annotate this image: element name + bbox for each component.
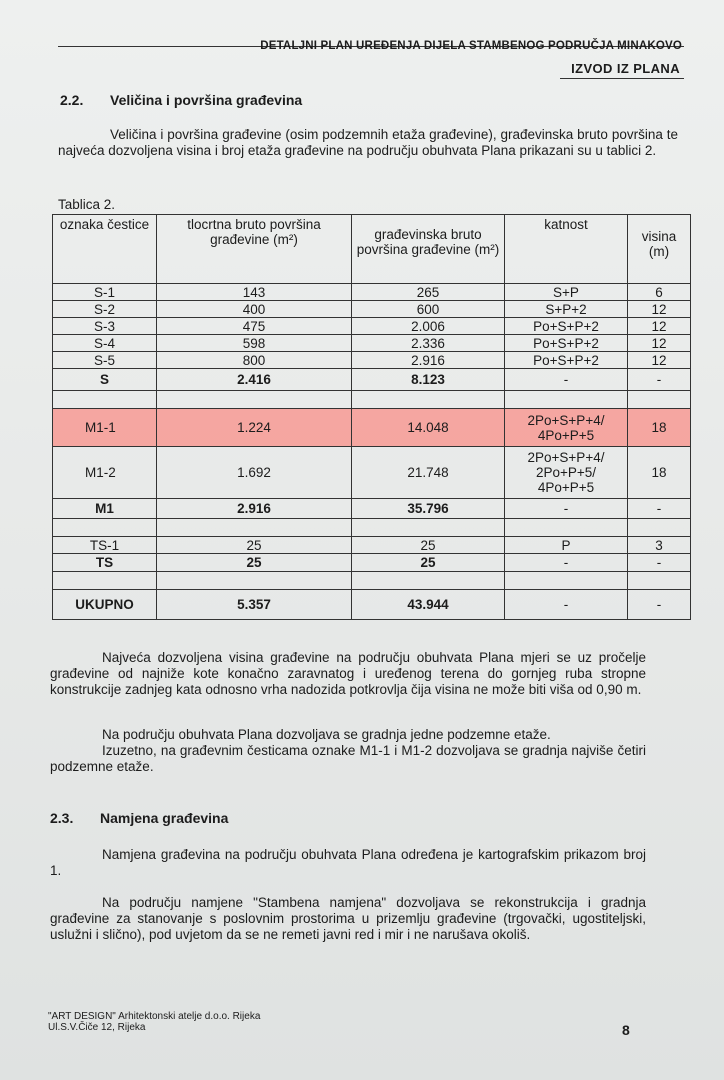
table-row: [53, 318, 691, 335]
cell-tlocrt: 5.357: [157, 590, 352, 620]
header-visina: visina (m): [628, 215, 691, 284]
cell-oznaka: S-1: [53, 284, 157, 301]
cell-katnost: -: [505, 499, 628, 519]
cell-visina: 12: [628, 318, 691, 335]
cell-katnost: 2Po+S+P+4/ 4Po+P+5: [505, 409, 628, 447]
cell-tlocrt: 475: [157, 318, 352, 335]
cell-tlocrt: 143: [157, 284, 352, 301]
cell-katnost: 2Po+S+P+4/ 2Po+P+5/ 4Po+P+5: [505, 447, 628, 499]
table-row-subtotal: [53, 499, 691, 519]
header-gbp: građevinska bruto površina građevine (m²): [352, 215, 505, 284]
section-number: 2.2.: [60, 92, 84, 108]
cell-katnost: S+P: [505, 284, 628, 301]
section-title: Veličina i površina građevina: [110, 92, 303, 108]
cell-katnost: -: [505, 554, 628, 572]
data-table: [52, 214, 691, 620]
cell-visina: 18: [628, 447, 691, 499]
cell-visina: 12: [628, 301, 691, 318]
table-header-row: [53, 215, 691, 284]
cell-gbp: 265: [352, 284, 505, 301]
cell-oznaka: M1-2: [53, 447, 157, 499]
cell-tlocrt: 1.224: [157, 409, 352, 447]
header-tlocrt: tlocrtna bruto površina građevine (m²): [157, 215, 352, 284]
paragraph: Izuzetno, na građevnim česticama oznake M1-1 i M1-2 dozvoljava se gradnja najviše četiri podzemne etaže.: [50, 743, 646, 774]
cell-oznaka: TS: [53, 554, 157, 572]
table-row-subtotal: [53, 369, 691, 391]
page-number: 8: [622, 1022, 630, 1038]
cell-gbp: 21.748: [352, 447, 505, 499]
cell-katnost: Po+S+P+2: [505, 352, 628, 369]
footer: [48, 1011, 260, 1033]
paragraph: Na području obuhvata Plana dozvoljava se gradnja jedne podzemne etaže.: [102, 727, 551, 742]
cell-tlocrt: 25: [157, 537, 352, 554]
table-row: [53, 284, 691, 301]
table-row-total: [53, 590, 691, 620]
cell-tlocrt: 1.692: [157, 447, 352, 499]
cell-visina: 12: [628, 335, 691, 352]
section-number: 2.3.: [50, 810, 74, 826]
cell-oznaka: S-2: [53, 301, 157, 318]
cell-tlocrt: 25: [157, 554, 352, 572]
table-row: [53, 335, 691, 352]
cell-oznaka: S-5: [53, 352, 157, 369]
cell-oznaka: M1: [53, 499, 157, 519]
cell-katnost: -: [505, 369, 628, 391]
cell-katnost: Po+S+P+2: [505, 318, 628, 335]
cell-oznaka: S: [53, 369, 157, 391]
cell-katnost: P: [505, 537, 628, 554]
paragraph: Namjena građevina na području obuhvata Plana određena je kartografskim prikazom broj 1.: [50, 847, 646, 878]
table-row: [53, 352, 691, 369]
header-katnost: katnost: [505, 215, 628, 284]
cell-gbp: 25: [352, 537, 505, 554]
cell-tlocrt: 598: [157, 335, 352, 352]
cell-visina: 12: [628, 352, 691, 369]
cell-katnost: S+P+2: [505, 301, 628, 318]
cell-visina: 6: [628, 284, 691, 301]
cell-gbp: 35.796: [352, 499, 505, 519]
cell-oznaka: S-4: [53, 335, 157, 352]
table-spacer-row: [53, 391, 691, 409]
header-oznaka: oznaka čestice: [53, 215, 157, 284]
cell-tlocrt: 2.416: [157, 369, 352, 391]
table-spacer-row: [53, 519, 691, 537]
cell-gbp: 8.123: [352, 369, 505, 391]
cell-katnost: Po+S+P+2: [505, 335, 628, 352]
footer-address: Ul.S.V.Čiče 12, Rijeka: [48, 1022, 146, 1033]
cell-tlocrt: 2.916: [157, 499, 352, 519]
cell-oznaka: S-3: [53, 318, 157, 335]
section-title: Namjena građevina: [100, 810, 229, 826]
footer-company: "ART DESIGN" Arhitektonski atelje d.o.o. Rijeka: [48, 1011, 261, 1022]
cell-visina: -: [628, 369, 691, 391]
cell-katnost: -: [505, 590, 628, 620]
cell-tlocrt: 400: [157, 301, 352, 318]
cell-visina: 18: [628, 409, 691, 447]
section-heading-2-3: [50, 810, 228, 826]
cell-visina: -: [628, 590, 691, 620]
table-spacer-row: [53, 572, 691, 590]
cell-gbp: 43.944: [352, 590, 505, 620]
cell-tlocrt: 800: [157, 352, 352, 369]
paragraph: Najveća dozvoljena visina građevine na području obuhvata Plana mjeri se uz pročelje građevine od najniže kote konačno zaravnatog i uređenog terena do gornjeg ruba stropne konstrukcije zadnjeg kata odnosno vrha nadozida potkrovlja čija visina ne može biti viša od 0,90 m.: [50, 650, 646, 697]
cell-gbp: 2.006: [352, 318, 505, 335]
paragraph: Na području namjene "Stambena namjena" dozvoljava se rekonstrukcija i gradnja građevine za stanovanje s poslovnim prostorima u prizemlju građevine (trgovački, ugostiteljski, uslužni i slično), pod uvjetom da se ne remeti javni red i mir i ne narušava okoliš.: [50, 895, 646, 942]
cell-visina: -: [628, 554, 691, 572]
cell-gbp: 2.916: [352, 352, 505, 369]
table-row: [53, 447, 691, 499]
table-caption: Tablica 2.: [58, 197, 116, 212]
paragraph: Veličina i površina građevine (osim podzemnih etaža građevine), građevinska bruto površina te najveća dozvoljena visina i broj etaža građevine na području obuhvata Plana prikazani su u tablici 2.: [58, 127, 678, 158]
cell-oznaka: TS-1: [53, 537, 157, 554]
cell-gbp: 25: [352, 554, 505, 572]
table-row: [53, 537, 691, 554]
cell-visina: 3: [628, 537, 691, 554]
table-row-highlighted: [53, 409, 691, 447]
section-heading-2-2: [60, 92, 302, 108]
header-subtitle: IZVOD IZ PLANA: [571, 61, 680, 76]
cell-gbp: 14.048: [352, 409, 505, 447]
header-subtitle-rule: [560, 78, 684, 79]
table-row: [53, 301, 691, 318]
table-row-subtotal: [53, 554, 691, 572]
cell-oznaka: M1-1: [53, 409, 157, 447]
cell-gbp: 600: [352, 301, 505, 318]
cell-oznaka: UKUPNO: [53, 590, 157, 620]
cell-gbp: 2.336: [352, 335, 505, 352]
cell-visina: -: [628, 499, 691, 519]
header-title: DETALJNI PLAN UREĐENJA DIJELA STAMBENOG PODRUČJA MINAKOVO: [260, 40, 682, 52]
